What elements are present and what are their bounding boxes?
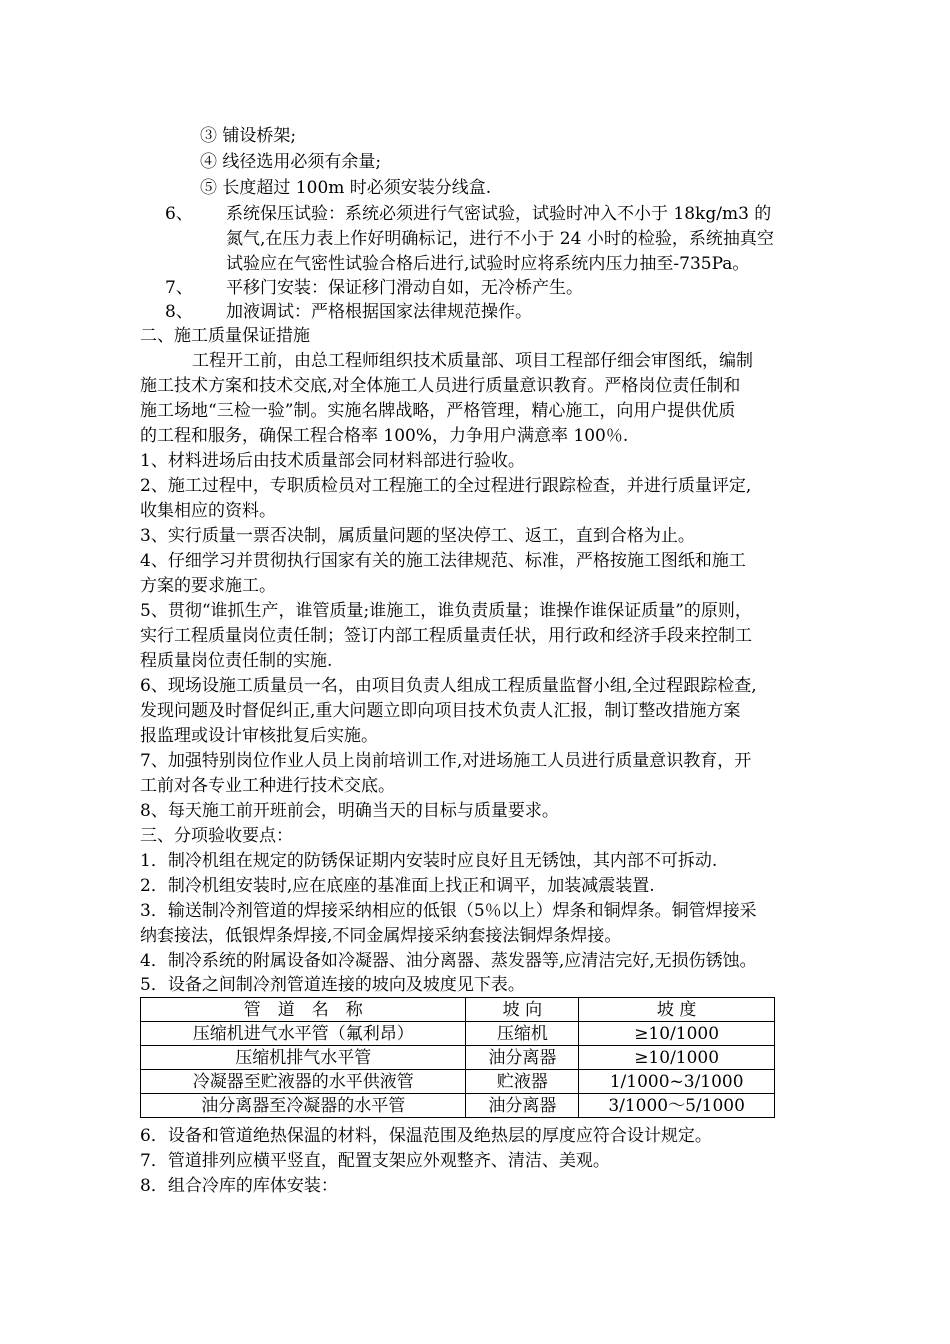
- step-6-line: 氮气,在压力表上作好明确标记，进行不小于 24 小时的检验，系统抽真空: [226, 229, 774, 249]
- list-item: 收集相应的资料。: [140, 501, 276, 521]
- list-item: 7、加强特别岗位作业人员上岗前培训工作,对进场施工人员进行质量意识教育，开: [140, 751, 752, 771]
- table-cell: 压缩机排气水平管: [141, 1046, 466, 1070]
- list-item: 程质量岗位责任制的实施.: [140, 651, 333, 671]
- step-7-number: 7、: [165, 278, 193, 298]
- table-cell: 压缩机进气水平管（氟利昂）: [141, 1022, 466, 1046]
- list-item: 8．组合冷库的库体安装：: [140, 1176, 338, 1196]
- sub-step-3: ③ 铺设桥架;: [200, 126, 297, 146]
- list-item: 2．制冷机组安装时,应在底座的基准面上找正和调平，加装减震装置.: [140, 876, 655, 896]
- section-heading: 二、施工质量保证措施: [140, 326, 310, 346]
- pipe-slope-table: [140, 997, 775, 1118]
- table-header-cell: 坡 向: [466, 998, 579, 1022]
- list-item: 实行工程质量岗位责任制；签订内部工程质量责任状，用行政和经济手段来控制工: [140, 626, 752, 646]
- list-item: 8、每天施工前开班前会，明确当天的目标与质量要求。: [140, 801, 559, 821]
- table-header-cell: 管 道 名 称: [141, 998, 466, 1022]
- table-cell: 3/1000～5/1000: [579, 1094, 775, 1118]
- table-cell: 1/1000~3/1000: [579, 1070, 775, 1094]
- intro-line: 施工技术方案和技术交底,对全体施工人员进行质量意识教育。严格岗位责任制和: [140, 376, 741, 396]
- table-cell: ≥10/1000: [579, 1022, 775, 1046]
- step-6-line: 试验应在气密性试验合格后进行,试验时应将系统内压力抽至-735Pa。: [226, 254, 750, 274]
- sub-step-5: ⑤ 长度超过 100m 时必须安装分线盒.: [200, 178, 492, 198]
- table-cell: 油分离器至冷凝器的水平管: [141, 1094, 466, 1118]
- intro-line: 工程开工前，由总工程师组织技术质量部、项目工程部仔细会审图纸，编制: [192, 351, 753, 371]
- list-item: 纳套接法，低银焊条焊接,不同金属焊接采纳套接法铜焊条焊接。: [140, 926, 622, 946]
- step-6-line: 系统保压试验：系统必须进行气密试验，试验时冲入不小于 18kg/m3 的: [226, 204, 772, 224]
- section-heading: 三、分项验收要点：: [140, 826, 293, 846]
- step-8-number: 8、: [165, 302, 193, 322]
- list-item: 工前对各专业工种进行技术交底。: [140, 776, 395, 796]
- table-header-cell: 坡 度: [579, 998, 775, 1022]
- list-item: 方案的要求施工。: [140, 576, 276, 596]
- list-item: 3．输送制冷剂管道的焊接采纳相应的低银（5％以上）焊条和铜焊条。铜管焊接采: [140, 901, 757, 921]
- intro-line: 施工场地“三检一验”制。实施名牌战略，严格管理，精心施工，向用户提供优质: [140, 401, 736, 421]
- step-7-text: 平移门安装：保证移门滑动自如，无冷桥产生。: [226, 278, 583, 298]
- step-6-number: 6、: [165, 204, 193, 224]
- list-item: 发现问题及时督促纠正,重大问题立即向项目技术负责人汇报，制订整改措施方案: [140, 701, 741, 721]
- list-item: 1、材料进场后由技术质量部会同材料部进行验收。: [140, 451, 525, 471]
- table-row: [141, 1046, 775, 1070]
- table-cell: ≥10/1000: [579, 1046, 775, 1070]
- intro-line: 的工程和服务，确保工程合格率 100%，力争用户满意率 100％.: [140, 426, 629, 446]
- table-cell: 冷凝器至贮液器的水平供液管: [141, 1070, 466, 1094]
- table-row: [141, 1070, 775, 1094]
- list-item: 报监理或设计审核批复后实施。: [140, 726, 378, 746]
- table-header-row: [141, 998, 775, 1022]
- table-cell: 贮液器: [466, 1070, 579, 1094]
- list-item: 5．设备之间制冷剂管道连接的坡向及坡度见下表。: [140, 975, 525, 995]
- list-item: 2、施工过程中，专职质检员对工程施工的全过程进行跟踪检查，并进行质量评定,: [140, 476, 752, 496]
- table-cell: 压缩机: [466, 1022, 579, 1046]
- table-row: [141, 1022, 775, 1046]
- list-item: 6．设备和管道绝热保温的材料，保温范围及绝热层的厚度应符合设计规定。: [140, 1126, 712, 1146]
- table-cell: 油分离器: [466, 1094, 579, 1118]
- table-row: [141, 1094, 775, 1118]
- list-item: 5、贯彻“谁抓生产，谁管质量;谁施工，谁负责质量；谁操作谁保证质量”的原则，: [140, 601, 752, 621]
- table-cell: 油分离器: [466, 1046, 579, 1070]
- list-item: 1．制冷机组在规定的防锈保证期内安装时应良好且无锈蚀，其内部不可拆动.: [140, 851, 718, 871]
- step-8-text: 加液调试：严格根据国家法律规范操作。: [226, 302, 532, 322]
- list-item: 4．制冷系统的附属设备如冷凝器、油分离器、蒸发器等,应清洁完好,无损伤锈蚀。: [140, 951, 757, 971]
- list-item: 4、仔细学习并贯彻执行国家有关的施工法律规范、标准，严格按施工图纸和施工: [140, 551, 746, 571]
- sub-step-4: ④ 线径选用必须有余量;: [200, 152, 382, 172]
- list-item: 6、现场设施工质量员一名，由项目负责人组成工程质量监督小组,全过程跟踪检查,: [140, 676, 757, 696]
- list-item: 7．管道排列应横平竖直，配置支架应外观整齐、清洁、美观。: [140, 1151, 610, 1171]
- list-item: 3、实行质量一票否决制，属质量问题的坚决停工、返工，直到合格为止。: [140, 526, 695, 546]
